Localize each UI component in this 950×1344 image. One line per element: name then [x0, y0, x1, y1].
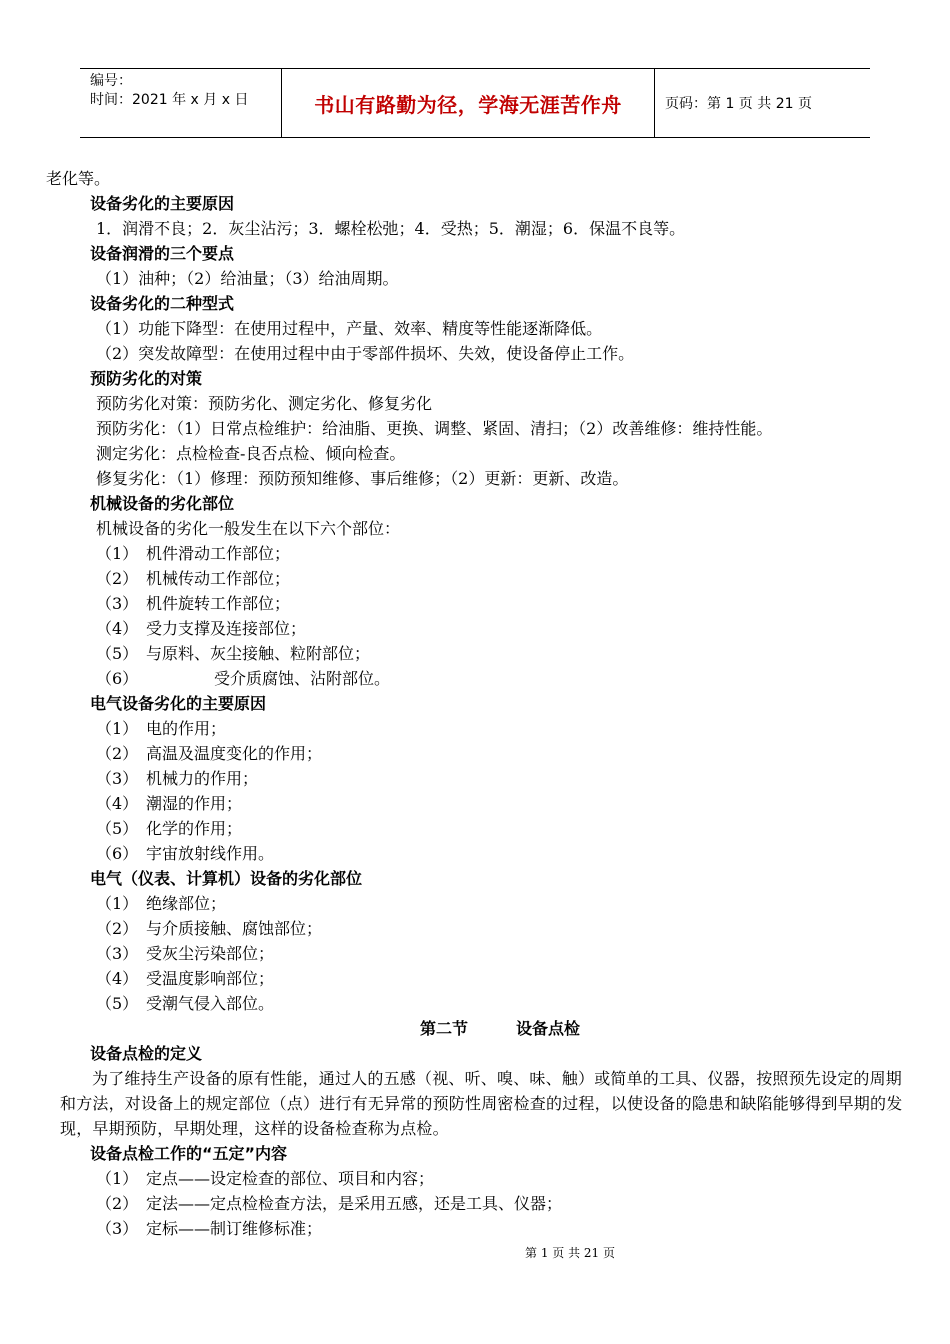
body-text: 预防劣化：（1）日常点检维护：给油脂、更换、调整、紧固、清扫；（2）改善维修：维持性能。	[96, 419, 773, 438]
header-date: 时间：2021 年 x 月 x 日	[90, 92, 249, 108]
list-item: （1） 电的作用；	[96, 719, 227, 738]
list-item: （2） 定法——定点检检查方法，是采用五感，还是工具、仪器；	[96, 1194, 563, 1213]
section-heading: 设备劣化的二种型式	[90, 294, 235, 313]
page-footer	[0, 1244, 950, 1261]
definition-paragraph: 为了维持生产设备的原有性能，通过人的五感（视、听、嗅、味、触）或简单的工具、仪器，按照预先设定的周期和方法，对设备上的规定部位（点）进行有无异常的预防性周密检查的过程，以使设备的隐患和缺陷能够得到早期的发现，早期预防，早期处理，这样的设备检查称为点检。	[60, 1069, 903, 1138]
list-item: （1） 绝缘部位；	[96, 894, 227, 913]
list-item: （5） 与原料、灰尘接触、粒附部位；	[96, 644, 371, 663]
body-text: 预防劣化对策：预防劣化、测定劣化、修复劣化	[96, 394, 433, 413]
list-item: （3） 定标——制订维修标准；	[96, 1219, 323, 1238]
body-text: （1）功能下降型：在使用过程中，产量、效率、精度等性能逐渐降低。	[96, 319, 603, 338]
body-text: 机械设备的劣化一般发生在以下六个部位：	[96, 519, 401, 538]
serial-number: 编号：	[90, 73, 132, 89]
list-item: （4） 受温度影响部位；	[96, 969, 275, 988]
body-text: 测定劣化：点检检查-良否点检、倾向检查。	[96, 444, 406, 463]
list-item: （6） 宇宙放射线作用。	[96, 844, 275, 863]
list-item: （4） 潮湿的作用；	[96, 794, 243, 813]
section-heading: 预防劣化的对策	[90, 369, 203, 388]
section-heading: 设备润滑的三个要点	[90, 244, 235, 263]
list-item: （2） 高温及温度变化的作用；	[96, 744, 323, 763]
body-text: （2）突发故障型：在使用过程中由于零部件损坏、失效，使设备停止工作。	[96, 344, 635, 363]
list-item: （3） 机械力的作用；	[96, 769, 259, 788]
list-item: （2） 与介质接触、腐蚀部位；	[96, 919, 323, 938]
list-item: （1） 定点——设定检查的部位、项目和内容；	[96, 1169, 435, 1188]
page-header	[80, 68, 870, 138]
header-motto: 书山有路勤为径，学海无涯苦作舟	[282, 69, 655, 137]
section-heading: 电气设备劣化的主要原因	[90, 694, 267, 713]
list-item: （3） 受灰尘污染部位；	[96, 944, 275, 963]
chapter-section-title: 第二节 设备点检	[420, 1019, 581, 1038]
list-item: （2） 机械传动工作部位；	[96, 569, 291, 588]
header-page-number: 页码：第 1 页 共 21 页	[665, 96, 812, 112]
body-text: 修复劣化：（1）修理：预防预知维修、事后维修；（2）更新：更新、改造。	[96, 469, 629, 488]
list-item: （6） 受介质腐蚀、沾附部位。	[96, 669, 391, 688]
footer-page-number: 第 1 页 共 21 页	[525, 1246, 615, 1260]
section-heading: 设备点检的定义	[90, 1044, 203, 1063]
section-heading: 机械设备的劣化部位	[90, 494, 235, 513]
list-item: （4） 受力支撑及连接部位；	[96, 619, 307, 638]
body-text: 1．润滑不良；2．灰尘沾污；3．螺栓松弛；4．受热；5．潮湿；6．保温不良等。	[96, 219, 686, 238]
list-item: （5） 化学的作用；	[96, 819, 243, 838]
body-text: 老化等。	[46, 169, 111, 188]
header-meta	[80, 69, 282, 137]
section-heading: 电气（仪表、计算机）设备的劣化部位	[90, 869, 363, 888]
body-text: （1）油种；（2）给油量；（3）给油周期。	[96, 269, 399, 288]
section-heading: 设备点检工作的“五定”内容	[90, 1144, 288, 1163]
list-item: （1） 机件滑动工作部位；	[96, 544, 291, 563]
section-heading: 设备劣化的主要原因	[90, 194, 235, 213]
list-item: （3） 机件旋转工作部位；	[96, 594, 291, 613]
list-item: （5） 受潮气侵入部位。	[96, 994, 275, 1013]
